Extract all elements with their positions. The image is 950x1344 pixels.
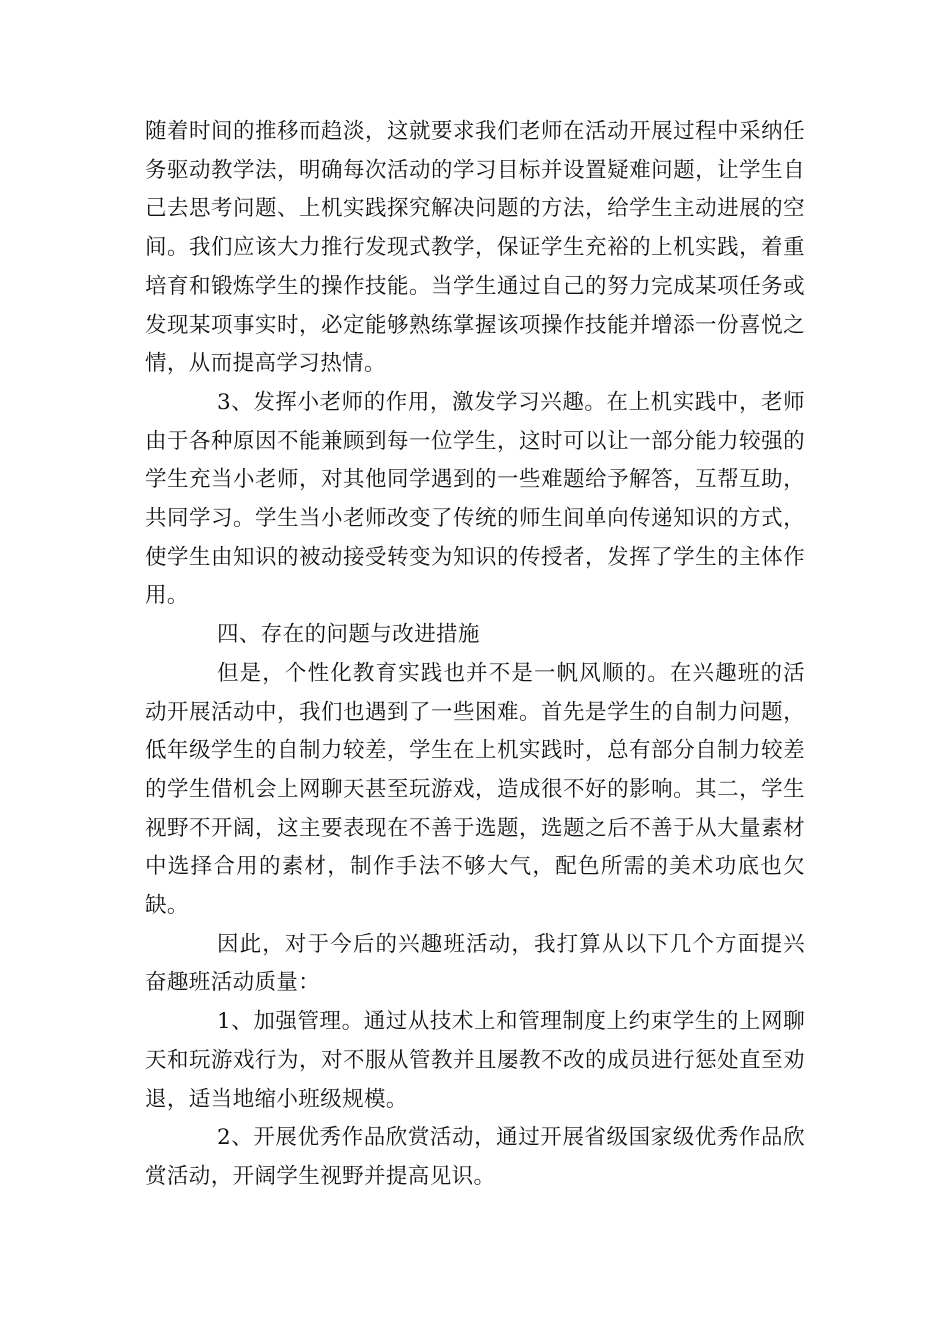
document-page <box>145 113 805 1197</box>
body-paragraph: 因此，对于今后的兴趣班活动，我打算从以下几个方面提兴奋趣班活动质量： <box>145 931 805 996</box>
list-item-paragraph: 1、加强管理。通过从技术上和管理制度上约束学生的上网聊天和玩游戏行为，对不服从管教并且屡教不改的成员进行惩处直至劝退，适当地缩小班级规模。 <box>145 1009 805 1112</box>
body-paragraph: 随着时间的推移而趋淡，这就要求我们老师在活动开展过程中采纳任务驱动教学法，明确每次活动的学习目标并设置疑难问题，让学生自己去思考问题、上机实践探究解决问题的方法，给学生主动进展的空间。我们应该大力推行发现式教学，保证学生充裕的上机实践，着重培育和锻炼学生的操作技能。当学生通过自己的努力完成某项任务或发现某项事实时，必定能够熟练掌握该项操作技能并增添一份喜悦之情，从而提高学习热情。 <box>145 119 805 377</box>
list-item-paragraph: 2、开展优秀作品欣赏活动，通过开展省级国家级优秀作品欣赏活动，开阔学生视野并提高见识。 <box>145 1125 805 1189</box>
body-paragraph: 3、发挥小老师的作用，激发学习兴趣。在上机实践中，老师由于各种原因不能兼顾到每一位学生，这时可以让一部分能力较强的学生充当小老师，对其他同学遇到的一些难题给予解答，互帮互助，共同学习。学生当小老师改变了传统的师生间单向传递知识的方式，使学生由知识的被动接受转变为知识的传授者，发挥了学生的主体作用。 <box>145 389 805 609</box>
body-paragraph: 但是，个性化教育实践也并不是一帆风顺的。在兴趣班的活动开展活动中，我们也遇到了一些困难。首先是学生的自制力问题，低年级学生的自制力较差，学生在上机实践时，总有部分自制力较差的学生借机会上网聊天甚至玩游戏，造成很不好的影响。其二，学生视野不开阔，这主要表现在不善于选题，选题之后不善于从大量素材中选择合用的素材，制作手法不够大气，配色所需的美术功底也欠缺。 <box>145 660 805 919</box>
section-heading: 四、存在的问题与改进措施 <box>217 622 480 648</box>
